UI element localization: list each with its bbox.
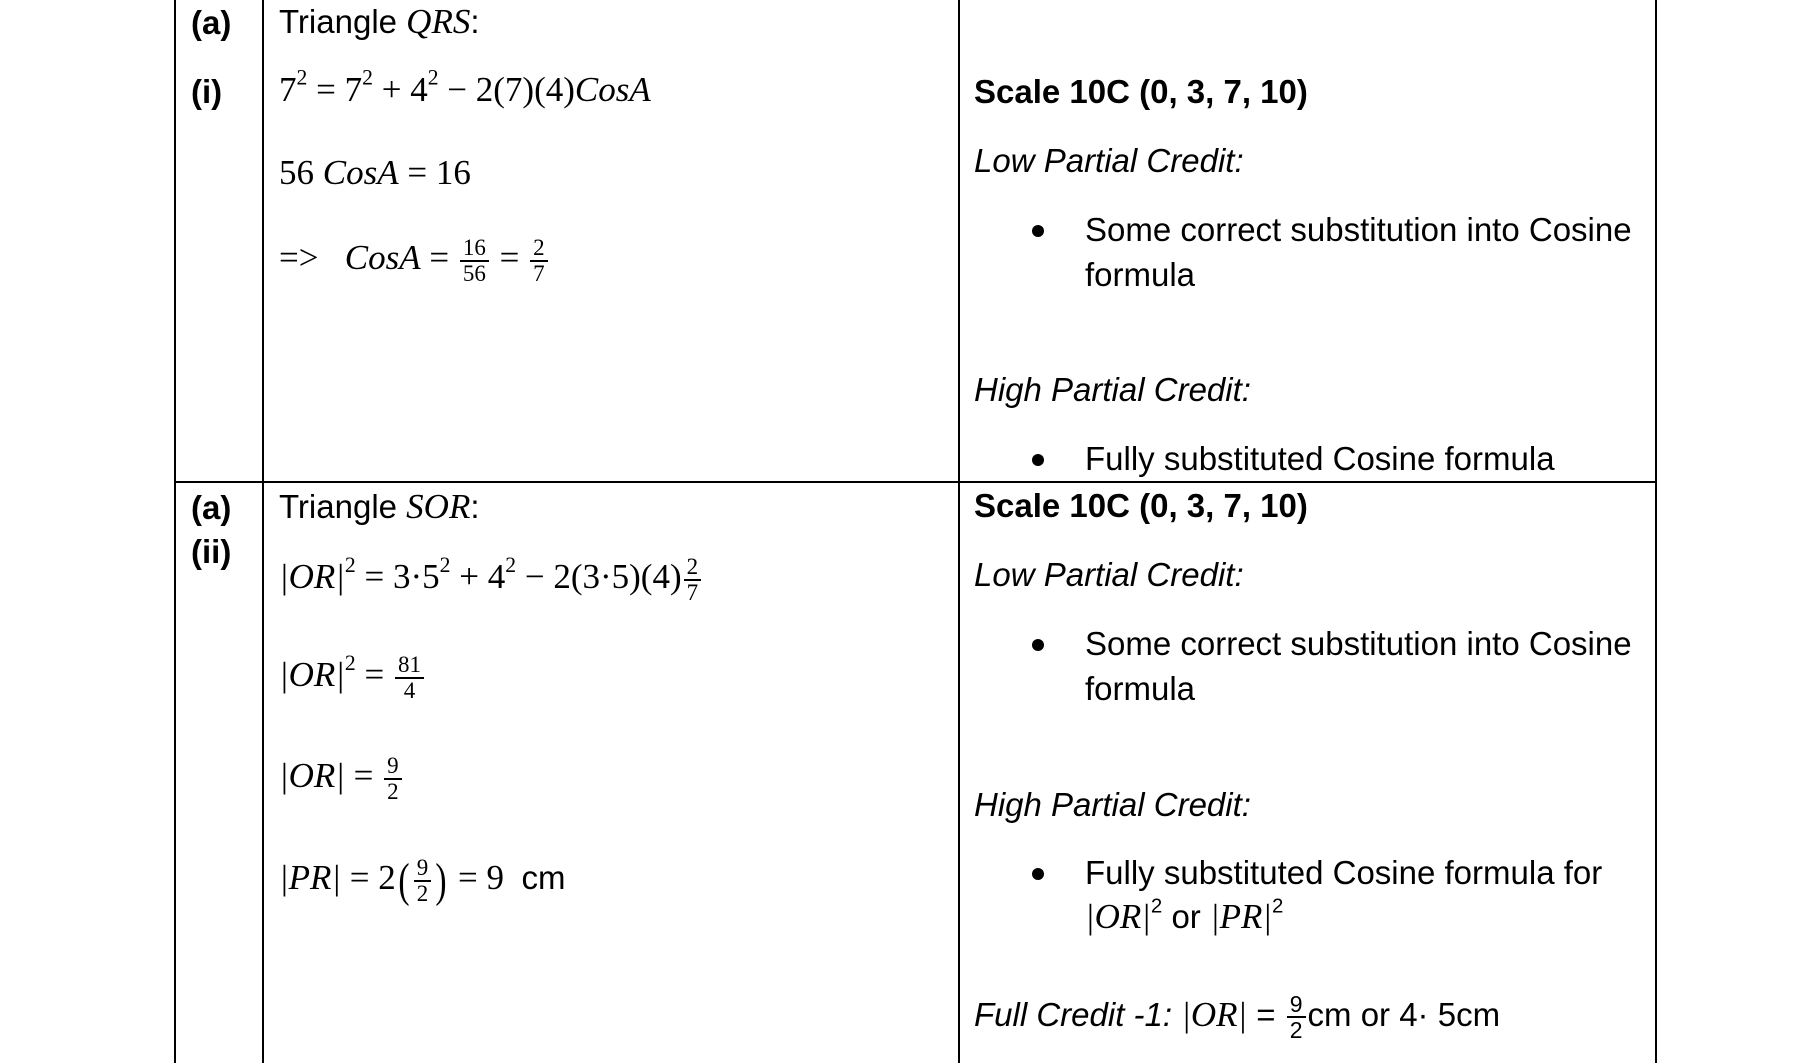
fraction bbox=[384, 754, 402, 804]
row-separator bbox=[174, 481, 1657, 483]
term: 9 bbox=[486, 858, 504, 898]
term: |OR| bbox=[279, 557, 345, 597]
numerator: 81 bbox=[395, 653, 424, 679]
denominator: 7 bbox=[533, 261, 545, 287]
term: 2(3·5)(4) bbox=[553, 557, 682, 597]
term: 56 bbox=[279, 153, 314, 192]
high-partial-credit-heading: High Partial Credit: bbox=[974, 786, 1251, 823]
denominator: 2 bbox=[1289, 1017, 1303, 1044]
connector-text: or bbox=[1162, 898, 1210, 935]
term: |PR| bbox=[1209, 897, 1272, 936]
term: |OR| bbox=[279, 655, 345, 695]
term: |OR| bbox=[1085, 897, 1151, 936]
equation-pr-value: |PR| = 2( $\frac{9}{2}$ ) = 9 cm bbox=[279, 854, 566, 908]
term: 2 bbox=[378, 858, 396, 898]
denominator: 56 bbox=[462, 261, 486, 287]
full-credit-heading: Full Credit -1: bbox=[974, 995, 1182, 1033]
implies-arrow: => bbox=[279, 238, 319, 278]
numerator: 9 bbox=[1287, 992, 1306, 1018]
table-divider-solution bbox=[958, 0, 960, 1063]
term: CosA bbox=[574, 70, 651, 109]
right-paren: ) bbox=[435, 854, 447, 908]
term: |OR| bbox=[1181, 994, 1248, 1034]
high-partial-credit-heading: High Partial Credit: bbox=[974, 371, 1251, 408]
term: |OR| bbox=[279, 756, 345, 796]
equation-cosine-rule: $7^2 = 7^2 + 4^2$ − 2(7)(4)CosA bbox=[279, 65, 651, 109]
fraction bbox=[460, 236, 489, 286]
left-paren: ( bbox=[398, 854, 410, 908]
part-label: (a) bbox=[191, 4, 232, 41]
denominator: 4 bbox=[403, 678, 416, 704]
bullet-icon bbox=[1032, 225, 1044, 237]
high-partial-credit-line1: Fully substituted Cosine formula bbox=[1085, 440, 1555, 477]
heading-text: Triangle bbox=[279, 488, 407, 525]
bullet-icon bbox=[1032, 454, 1044, 466]
low-partial-credit-line2: formula bbox=[1085, 670, 1196, 707]
fraction bbox=[395, 653, 424, 703]
solution-heading bbox=[279, 2, 480, 42]
fraction bbox=[530, 236, 548, 286]
denominator: 2 bbox=[387, 779, 399, 805]
equation-simplified: 56 CosA = 16 bbox=[279, 153, 471, 192]
term: 16 bbox=[435, 153, 471, 192]
heading-colon: : bbox=[470, 488, 480, 525]
term: 4 bbox=[487, 557, 506, 597]
denominator: 7 bbox=[686, 580, 699, 606]
unit: cm bbox=[521, 859, 566, 897]
full-credit-tail: cm or 4· 5cm bbox=[1307, 995, 1501, 1033]
low-partial-credit-line1: Some correct substitution into Cosine bbox=[1085, 625, 1632, 662]
high-partial-credit-line1: Fully substituted Cosine formula for bbox=[1085, 854, 1603, 891]
low-partial-credit-line1: Some correct substitution into Cosine bbox=[1085, 211, 1632, 248]
equation-or-squared-substitution: $|OR|^2 = 3\cdot 5^2 + 4^2 - 2(3\cdot 5)(4)$ $\frac{2}{7}$ bbox=[279, 555, 703, 605]
equation-cos-value: => CosA = $\frac{16}{56}$ = $\frac{2}{7}$ bbox=[279, 236, 550, 286]
term: 4 bbox=[410, 70, 428, 109]
numerator: 16 bbox=[460, 236, 489, 262]
part-label: (a) bbox=[191, 489, 232, 526]
bullet-icon bbox=[1032, 868, 1044, 880]
low-partial-credit-heading: Low Partial Credit: bbox=[974, 142, 1244, 179]
sub-part-label: (ii) bbox=[191, 533, 232, 570]
table-border-right bbox=[1655, 0, 1657, 1063]
full-credit-line: Full Credit -1: |OR| = $\frac{9}{2}$ cm or 4· 5cm bbox=[974, 991, 1501, 1044]
term: CosA bbox=[344, 238, 421, 278]
heading-colon: : bbox=[470, 3, 480, 40]
low-partial-credit-line2: formula bbox=[1085, 256, 1196, 293]
denominator: 2 bbox=[416, 881, 429, 907]
fraction bbox=[414, 856, 432, 906]
low-partial-credit-heading: Low Partial Credit: bbox=[974, 556, 1244, 593]
numerator: 2 bbox=[684, 555, 702, 581]
term: CosA bbox=[322, 153, 399, 192]
table-border-left bbox=[174, 0, 176, 1063]
numerator: 9 bbox=[414, 856, 432, 882]
heading-variable: SOR bbox=[406, 487, 471, 526]
term: 3·5 bbox=[393, 557, 440, 597]
equation-or-squared-value: $|OR|^2$ = $\frac{81}{4}$ bbox=[279, 653, 426, 703]
term: 7 bbox=[344, 70, 363, 109]
scale-heading: Scale 10C (0, 3, 7, 10) bbox=[974, 73, 1308, 110]
fraction bbox=[1287, 992, 1306, 1042]
term: |PR| bbox=[279, 858, 342, 898]
solution-heading bbox=[279, 487, 480, 527]
numerator: 9 bbox=[384, 754, 402, 780]
fraction bbox=[684, 555, 702, 605]
numerator: 2 bbox=[530, 236, 548, 262]
high-partial-credit-line2: $|OR|^2$ or $|PR|^2$ bbox=[1085, 894, 1284, 936]
table-divider-label bbox=[262, 0, 264, 1063]
equation-or-value: |OR| = $\frac{9}{2}$ bbox=[279, 754, 404, 804]
term: 7 bbox=[279, 70, 297, 109]
bullet-icon bbox=[1032, 639, 1044, 651]
sub-part-label: (i) bbox=[191, 73, 223, 110]
heading-text: Triangle bbox=[279, 3, 407, 40]
term: 2(7)(4) bbox=[475, 70, 575, 109]
heading-variable: QRS bbox=[406, 2, 471, 41]
scale-heading: Scale 10C (0, 3, 7, 10) bbox=[974, 487, 1308, 524]
